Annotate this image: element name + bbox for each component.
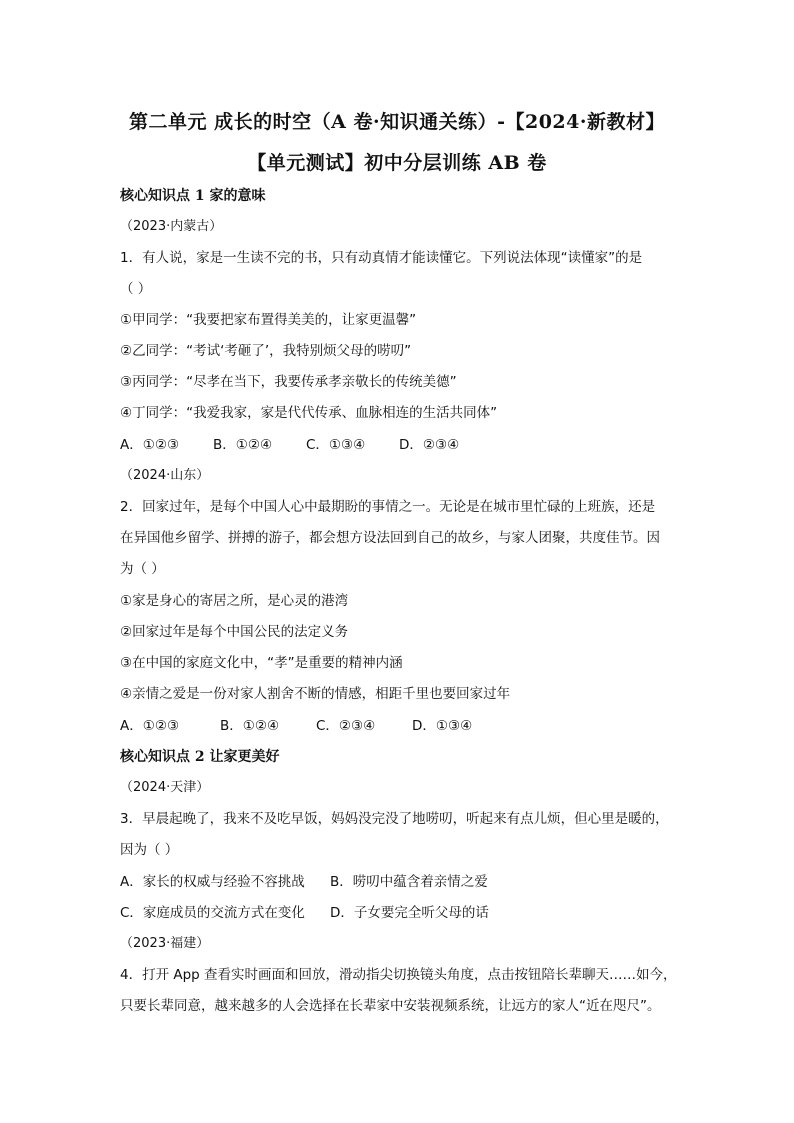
document-title-line1: 第二单元 成长的时空（A 卷·知识通关练）-【2024·新教材】 [129,111,665,133]
q3-options-row1 [120,873,488,891]
q2-stem-line2: 在异国他乡留学、拼搏的游子，都会想方设法回到自己的故乡，与家人团聚，共度佳节。因 [120,530,660,546]
q2-options [120,717,472,735]
q1-item-2: ②乙同学：“考试‘考砸了’，我特别烦父母的唠叨” [120,343,412,359]
q2-option-d: D．①③④ [412,718,473,734]
q3-stem-line2: 因为（ ） [120,842,179,858]
q1-option-b: B．①②④ [213,437,273,453]
q3-option-a: A．家长的权威与经验不容挑战 [120,874,305,890]
q1-item-4: ④丁同学：“我爱我家，家是代代传承、血脉相连的生活共同体” [120,405,498,421]
q4-stem-line2: 只要长辈同意，越来越多的人会选择在长辈家中安装视频系统，让远方的家人“近在咫尺”。 [120,998,661,1014]
q1-option-c: C．①③④ [306,437,366,453]
q3-option-d: D．子女要完全听父母的话 [330,905,489,921]
section-heading-2: 核心知识点 2 让家更美好 [120,749,280,765]
q2-stem-line1: 2．回家过年，是每个中国人心中最期盼的事情之一。无论是在城市里忙碌的上班族，还是 [120,499,656,515]
q3-options-row2 [120,904,489,922]
q4-stem-line1: 4．打开 App 查看实时画面和回放，滑动指尖切换镜头角度，点击按钮陪长辈聊天……如今， [120,967,677,983]
q1-option-d: D．②③④ [399,437,460,453]
q1-option-a: A．①②③ [120,437,180,453]
q3-option-c: C．家庭成员的交流方式在变化 [120,905,305,921]
q1-source: （2023·内蒙古） [120,219,223,234]
q2-item-4: ④亲情之爱是一份对家人割舍不断的情感，相距千里也要回家过年 [120,686,511,702]
q2-source: （2024·山东） [120,468,210,483]
q2-option-c: C．②③④ [316,718,376,734]
document-title-line2: 【单元测试】初中分层训练 AB 卷 [247,152,547,174]
q1-item-1: ①甲同学：“我要把家布置得美美的，让家更温馨” [120,312,417,328]
q3-option-b: B．唠叨中蕴含着亲情之爱 [330,874,488,890]
q2-item-2: ②回家过年是每个中国公民的法定义务 [120,624,349,640]
q1-stem-line1: 1．有人说，家是一生读不完的书，只有动真情才能读懂它。下列说法体现“读懂家”的是 [120,250,643,266]
q2-stem-line3: 为（ ） [120,561,165,577]
q1-item-3: ③丙同学：“尽孝在当下，我要传承孝亲敬长的传统美德” [120,374,457,390]
q2-item-1: ①家是身心的寄居之所，是心灵的港湾 [120,593,349,609]
q2-option-a: A．①②③ [120,718,180,734]
q4-source: （2023·福建） [120,936,210,951]
q2-option-b: B．①②④ [220,718,280,734]
q1-options [120,436,459,454]
q2-item-3: ③在中国的家庭文化中，“孝”是重要的精神内涵 [120,655,403,671]
q1-stem-line2: （ ） [120,281,152,297]
q3-source: （2024·天津） [120,780,210,795]
q3-stem-line1: 3．早晨起晚了，我来不及吃早饭，妈妈没完没了地唠叨，听起来有点儿烦，但心里是暖的， [120,811,669,827]
section-heading-1: 核心知识点 1 家的意味 [120,188,266,204]
